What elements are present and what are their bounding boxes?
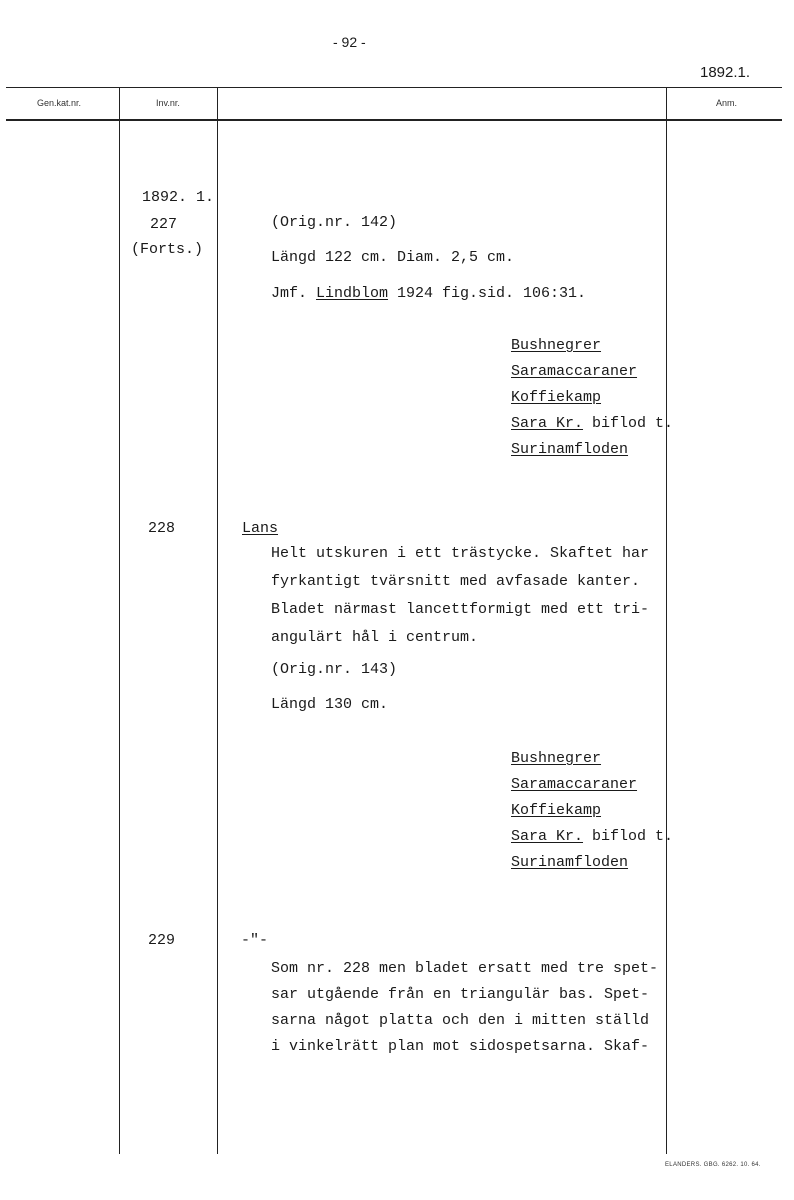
entry-229-line-2: sar utgående från en triangulär bas. Spet- <box>271 986 650 1003</box>
entry-228-number: 228 <box>148 520 176 537</box>
column-divider-2 <box>217 88 218 1154</box>
entry-227-number: 227 <box>150 216 178 233</box>
entry-229-title: -"- <box>241 932 269 949</box>
entry-229-number: 229 <box>148 932 176 949</box>
header-accession: 1892.1. <box>700 64 751 81</box>
entry-227-continued: (Forts.) <box>131 241 204 258</box>
entry-227-group: Bushnegrer <box>511 337 602 354</box>
entry-228-people: Saramaccaraner <box>511 776 638 793</box>
column-header-anm: Anm. <box>716 98 738 108</box>
entry-227-dimensions: Längd 122 cm. Diam. 2,5 cm. <box>271 249 515 266</box>
river-name: Sara Kr. <box>511 828 584 845</box>
entry-228-orig-nr: (Orig.nr. 143) <box>271 661 398 678</box>
entry-227-reference <box>271 285 586 302</box>
entry-228-title: Lans <box>242 520 279 537</box>
entry-228-line-2: fyrkantigt tvärsnitt med avfasade kanter. <box>271 573 641 590</box>
entry-228-line-1: Helt utskuren i ett trästycke. Skaftet har <box>271 545 650 562</box>
river-name: Sara Kr. <box>511 415 584 432</box>
entry-228-main-river: Surinamfloden <box>511 854 629 871</box>
entry-227-main-river: Surinamfloden <box>511 441 629 458</box>
river-suffix: biflod t. <box>583 415 674 432</box>
column-header-inv: Inv.nr. <box>156 98 180 108</box>
entry-227-accession: 1892. 1. <box>142 189 215 206</box>
column-header-gen-kat: Gen.kat.nr. <box>37 98 82 108</box>
entry-228-river-line <box>511 828 673 845</box>
entry-229-line-3: sarna något platta och den i mitten ställd <box>271 1012 650 1029</box>
entry-228-line-3: Bladet närmast lancettformigt med ett tri- <box>271 601 650 618</box>
reference-prefix: Jmf. <box>271 285 317 302</box>
entry-228-group: Bushnegrer <box>511 750 602 767</box>
entry-227-people: Saramaccaraner <box>511 363 638 380</box>
column-divider-3 <box>666 88 667 1154</box>
entry-228-place: Koffiekamp <box>511 802 602 819</box>
entry-227-river-line <box>511 415 673 432</box>
reference-rest: 1924 fig.sid. 106:31. <box>388 285 587 302</box>
river-suffix: biflod t. <box>583 828 674 845</box>
entry-227-place: Koffiekamp <box>511 389 602 406</box>
entry-228-length: Längd 130 cm. <box>271 696 389 713</box>
printer-imprint: ELANDERS. GBG. 6262. 10. 64. <box>665 1162 761 1168</box>
entry-229-line-1: Som nr. 228 men bladet ersatt med tre spet- <box>271 960 659 977</box>
page-number: - 92 - <box>333 34 366 50</box>
entry-229-line-4: i vinkelrätt plan mot sidospetsarna. Skaf- <box>271 1038 650 1055</box>
reference-author: Lindblom <box>316 285 389 302</box>
entry-228-line-4: angulärt hål i centrum. <box>271 629 479 646</box>
column-divider-1 <box>119 88 120 1154</box>
entry-227-orig-nr: (Orig.nr. 142) <box>271 214 398 231</box>
